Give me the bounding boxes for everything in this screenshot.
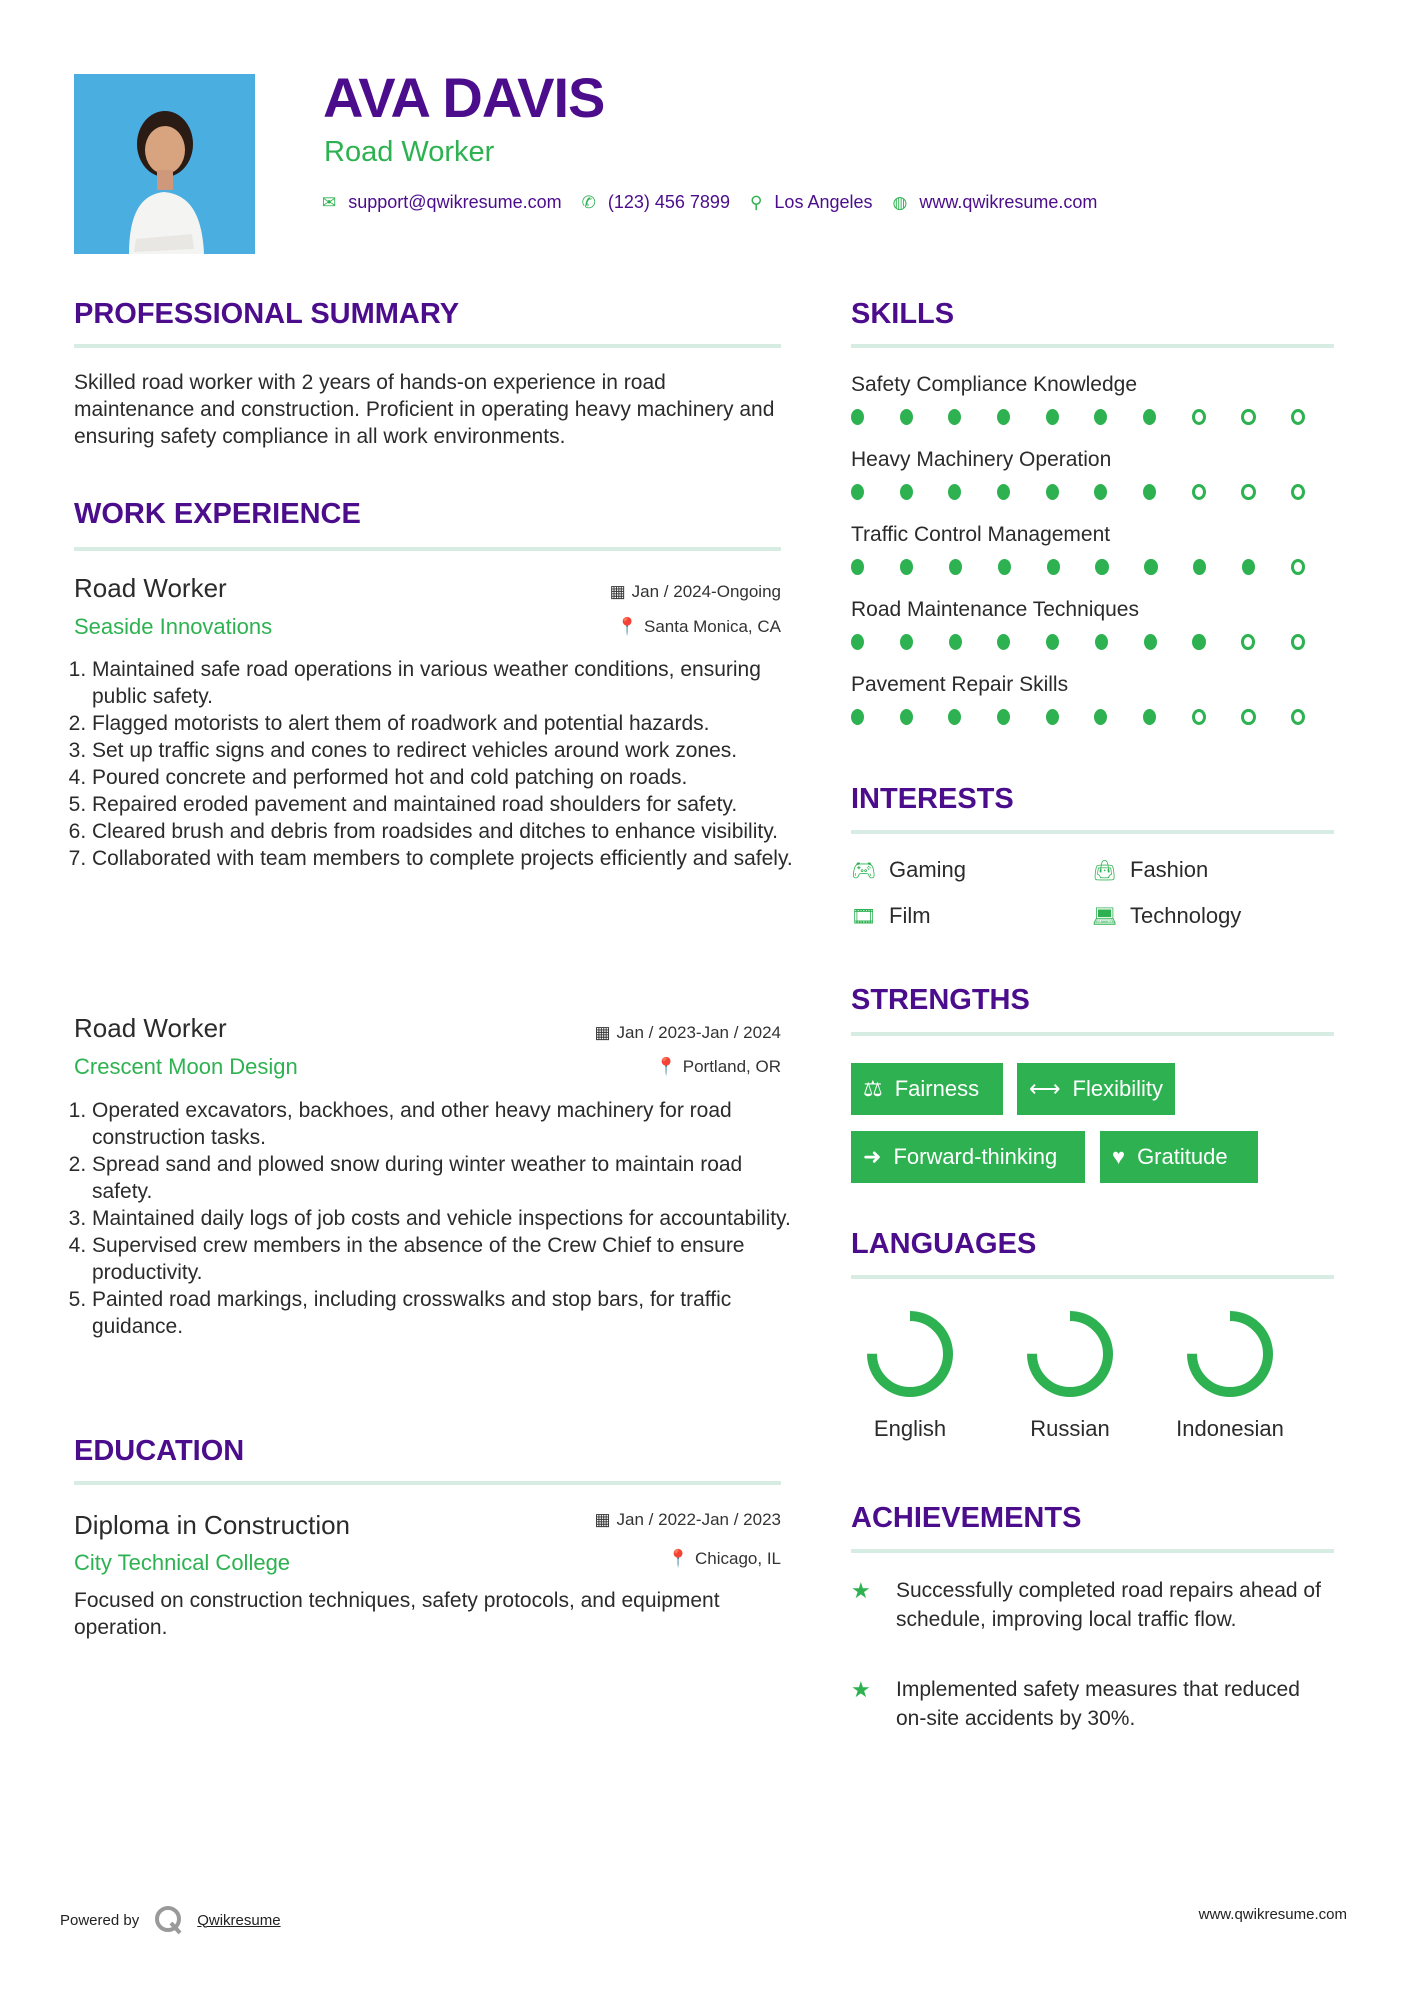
- rating-dot-filled: [1143, 409, 1156, 425]
- job-dates: [610, 582, 781, 602]
- rating-dot-filled: [997, 634, 1010, 650]
- job-dates: [594, 1023, 781, 1043]
- rating-dot-filled: [1046, 709, 1059, 725]
- rating-dot-filled: [949, 634, 962, 650]
- pin-icon: 📍: [616, 617, 638, 636]
- rating-dot-filled: [1046, 634, 1059, 650]
- school-name: City Technical College: [74, 1550, 291, 1575]
- languages-heading: LANGUAGES: [851, 1228, 1037, 1260]
- rating-dot-empty: [1291, 484, 1305, 500]
- strength-tag: [851, 1063, 1003, 1115]
- strength-label: Flexibility: [1072, 1076, 1164, 1101]
- summary-text: Skilled road worker with 2 years of hands-on experience in road maintenance and construction. Proficient in operating heavy machinery and ensuring safety compliance in all work environments.: [74, 371, 775, 448]
- star-icon: ★: [851, 1578, 871, 1603]
- skill-rating: [851, 484, 1341, 500]
- achievements-heading: ACHIEVEMENTS: [851, 1502, 1082, 1534]
- achievement-item: [851, 1576, 1331, 1634]
- skills-heading: SKILLS: [851, 298, 955, 330]
- skill-rating: [851, 409, 1341, 425]
- balance-scale-icon: ⚖: [863, 1076, 883, 1101]
- pin-icon: 📍: [655, 1057, 677, 1076]
- film-icon: 🎞︎: [851, 905, 877, 928]
- rating-dot-filled: [1143, 484, 1156, 500]
- rating-dot-filled: [900, 709, 913, 725]
- skill-rating: [851, 709, 1341, 725]
- strength-label: Gratitude: [1137, 1144, 1228, 1169]
- rating-dot-filled: [1095, 559, 1108, 575]
- strength-tag: [851, 1131, 1085, 1183]
- rating-dot-filled: [1192, 634, 1205, 650]
- person-avatar-icon: [74, 74, 255, 254]
- language-proficiency-arc: [1192, 1316, 1268, 1392]
- section-divider: [851, 1275, 1334, 1279]
- achievement-text: Implemented safety measures that reduced on-site accidents by 30%.: [896, 1678, 1300, 1730]
- shopping-bag-icon: 👜︎: [1092, 859, 1118, 882]
- globe-icon: ◍: [892, 192, 908, 212]
- list-item: 2. Flagged motorists to alert them of roadwork and potential hazards.: [92, 710, 804, 737]
- language-ring: [862, 1306, 958, 1402]
- skill-rating: [851, 559, 1341, 575]
- list-item: 5. Repaired eroded pavement and maintained road shoulders for safety.: [92, 791, 804, 818]
- job-dates-text: Jan / 2024-Ongoing: [631, 582, 781, 601]
- website-link[interactable]: www.qwikresume.com: [919, 192, 1098, 212]
- rating-dot-empty: [1192, 409, 1206, 425]
- language-item: [830, 1306, 990, 1442]
- arrows-horizontal-icon: ⟷: [1029, 1076, 1061, 1101]
- rating-dot-filled: [900, 409, 913, 425]
- language-ring: [1182, 1306, 1278, 1402]
- heart-icon: ♥: [1112, 1144, 1126, 1169]
- language-proficiency-arc: [1032, 1316, 1108, 1392]
- rating-dot-filled: [1144, 559, 1157, 575]
- star-icon: ★: [851, 1677, 871, 1702]
- rating-dot-filled: [851, 484, 864, 500]
- rating-dot-filled: [997, 409, 1010, 425]
- rating-dot-filled: [1047, 559, 1060, 575]
- list-item: 1. Maintained safe road operations in various weather conditions, ensuring public safety.: [92, 656, 804, 710]
- skill-name: Road Maintenance Techniques: [851, 598, 1139, 621]
- skills-list: [851, 373, 1341, 748]
- skill-row: [851, 523, 1341, 598]
- arrow-right-icon: ➜: [863, 1144, 882, 1169]
- rating-dot-empty: [1241, 634, 1255, 650]
- interest-item: [1092, 903, 1241, 929]
- education-description: Focused on construction techniques, safety protocols, and equipment operation.: [74, 1589, 720, 1639]
- rating-dot-filled: [1094, 409, 1107, 425]
- rating-dot-empty: [1192, 709, 1206, 725]
- location-text: Los Angeles: [774, 192, 873, 212]
- rating-dot-filled: [1046, 409, 1059, 425]
- language-name: English: [873, 1416, 947, 1441]
- list-item: 3. Maintained daily logs of job costs and vehicle inspections for accountability.: [92, 1205, 804, 1232]
- skill-name: Traffic Control Management: [851, 523, 1111, 546]
- rating-dot-empty: [1291, 409, 1305, 425]
- rating-dot-filled: [900, 559, 913, 575]
- education-location-text: Chicago, IL: [695, 1549, 781, 1568]
- rating-dot-filled: [948, 484, 961, 500]
- laptop-icon: 💻︎: [1092, 905, 1118, 928]
- list-item: 5. Painted road markings, including crosswalks and stop bars, for traffic guidance.: [92, 1286, 804, 1340]
- rating-dot-filled: [1144, 634, 1157, 650]
- section-divider: [851, 1032, 1334, 1036]
- section-divider: [74, 1481, 781, 1485]
- rating-dot-filled: [900, 634, 913, 650]
- strengths-heading: STRENGTHS: [851, 984, 1030, 1016]
- languages-list: [830, 1306, 1350, 1442]
- language-name: Indonesian: [1176, 1416, 1284, 1441]
- skill-row: [851, 673, 1341, 748]
- company-name: Crescent Moon Design: [74, 1054, 298, 1079]
- duty-list: [74, 1097, 804, 1340]
- rating-dot-filled: [851, 409, 864, 425]
- company-name: Seaside Innovations: [74, 614, 273, 639]
- footer-powered-by: [60, 1904, 281, 1936]
- rating-dot-filled: [1046, 484, 1059, 500]
- calendar-icon: ▦: [609, 582, 626, 601]
- rating-dot-filled: [851, 559, 864, 575]
- language-proficiency-arc: [872, 1316, 948, 1392]
- qwikresume-logo-icon: [153, 1904, 185, 1936]
- strength-label: Forward-thinking: [893, 1144, 1058, 1169]
- rating-dot-empty: [1291, 559, 1305, 575]
- achievement-text: Successfully completed road repairs ahead of schedule, improving local traffic flow.: [896, 1579, 1321, 1631]
- rating-dot-filled: [997, 484, 1010, 500]
- interest-item: [1092, 857, 1208, 883]
- job-title: Road Worker: [74, 573, 227, 603]
- job-dates-text: Jan / 2023-Jan / 2024: [616, 1023, 781, 1042]
- section-divider: [851, 344, 1334, 348]
- interest-item: [851, 903, 931, 929]
- list-item: 1. Operated excavators, backhoes, and other heavy machinery for road construction tasks.: [92, 1097, 804, 1151]
- rating-dot-empty: [1241, 409, 1255, 425]
- interest-item: [851, 857, 966, 883]
- job-location-text: Portland, OR: [682, 1057, 781, 1076]
- list-item: 6. Cleared brush and debris from roadsides and ditches to enhance visibility.: [92, 818, 804, 845]
- list-item: 3. Set up traffic signs and cones to redirect vehicles around work zones.: [92, 737, 804, 764]
- education-location: [668, 1549, 781, 1569]
- language-ring: [1022, 1306, 1118, 1402]
- rating-dot-filled: [1094, 709, 1107, 725]
- interest-label: Gaming: [889, 857, 967, 882]
- strength-tag: [1017, 1063, 1175, 1115]
- strength-tag: [1100, 1131, 1258, 1183]
- list-item: 7. Collaborated with team members to complete projects efficiently and safely.: [92, 845, 804, 872]
- phone-text: (123) 456 7899: [607, 192, 730, 212]
- rating-dot-filled: [949, 559, 962, 575]
- gamepad-icon: 🎮︎: [851, 859, 877, 882]
- candidate-name: AVA DAVIS: [323, 66, 605, 129]
- skill-name: Heavy Machinery Operation: [851, 448, 1112, 471]
- calendar-icon: ▦: [594, 1510, 611, 1529]
- interest-label: Fashion: [1130, 857, 1209, 882]
- list-item: 2. Spread sand and plowed snow during winter weather to maintain road safety.: [92, 1151, 804, 1205]
- rating-dot-filled: [1242, 559, 1255, 575]
- rating-dot-filled: [1143, 709, 1156, 725]
- candidate-title: Road Worker: [324, 136, 495, 168]
- strength-label: Fairness: [894, 1076, 980, 1101]
- brand-link[interactable]: Qwikresume: [197, 1911, 281, 1929]
- phone-icon: ✆: [581, 192, 596, 212]
- section-divider: [851, 1549, 1334, 1553]
- profile-photo: [74, 74, 255, 254]
- rating-dot-filled: [1094, 484, 1107, 500]
- list-item: 4. Poured concrete and performed hot and cold patching on roads.: [92, 764, 804, 791]
- list-item: 4. Supervised crew members in the absence of the Crew Chief to ensure productivity.: [92, 1232, 804, 1286]
- job-location: [656, 1057, 781, 1077]
- envelope-icon: ✉: [322, 192, 337, 212]
- skill-name: Safety Compliance Knowledge: [851, 373, 1138, 396]
- rating-dot-empty: [1241, 484, 1255, 500]
- experience-heading: WORK EXPERIENCE: [74, 498, 361, 530]
- email-link[interactable]: support@qwikresume.com: [348, 192, 562, 212]
- education-dates: [594, 1510, 781, 1530]
- skill-row: [851, 448, 1341, 523]
- powered-by-text: Powered by: [60, 1911, 140, 1929]
- education-dates-text: Jan / 2022-Jan / 2023: [616, 1510, 781, 1529]
- footer-url[interactable]: www.qwikresume.com: [1198, 1906, 1347, 1923]
- job-title: Road Worker: [74, 1013, 227, 1043]
- summary-heading: PROFESSIONAL SUMMARY: [74, 298, 460, 330]
- pin-icon: 📍: [667, 1549, 689, 1568]
- contact-bar: [322, 192, 1117, 213]
- skill-row: [851, 373, 1341, 448]
- rating-dot-filled: [1193, 559, 1206, 575]
- achievement-item: [851, 1675, 1331, 1733]
- skill-row: [851, 598, 1341, 673]
- rating-dot-filled: [948, 409, 961, 425]
- section-divider: [74, 344, 781, 348]
- interest-label: Technology: [1130, 903, 1242, 928]
- section-divider: [851, 830, 1334, 834]
- rating-dot-filled: [948, 709, 961, 725]
- skill-rating: [851, 634, 1341, 650]
- calendar-icon: ▦: [594, 1023, 611, 1042]
- rating-dot-filled: [851, 709, 864, 725]
- rating-dot-empty: [1241, 709, 1255, 725]
- job-location: [617, 617, 781, 637]
- degree-title: Diploma in Construction: [74, 1510, 351, 1540]
- map-marker-icon: ⚲: [749, 192, 763, 212]
- rating-dot-empty: [1291, 634, 1305, 650]
- job-location-text: Santa Monica, CA: [643, 617, 781, 636]
- rating-dot-empty: [1291, 709, 1305, 725]
- language-name: Russian: [1030, 1416, 1110, 1441]
- interest-label: Film: [889, 903, 931, 928]
- skill-name: Pavement Repair Skills: [851, 673, 1069, 696]
- rating-dot-filled: [998, 559, 1011, 575]
- interests-heading: INTERESTS: [851, 783, 1014, 815]
- education-heading: EDUCATION: [74, 1435, 245, 1467]
- section-divider: [74, 547, 781, 551]
- rating-dot-filled: [851, 634, 864, 650]
- rating-dot-filled: [900, 484, 913, 500]
- rating-dot-filled: [997, 709, 1010, 725]
- duty-list: [74, 656, 804, 872]
- language-item: [1150, 1306, 1310, 1442]
- language-item: [990, 1306, 1150, 1442]
- rating-dot-filled: [1095, 634, 1108, 650]
- rating-dot-empty: [1192, 484, 1206, 500]
